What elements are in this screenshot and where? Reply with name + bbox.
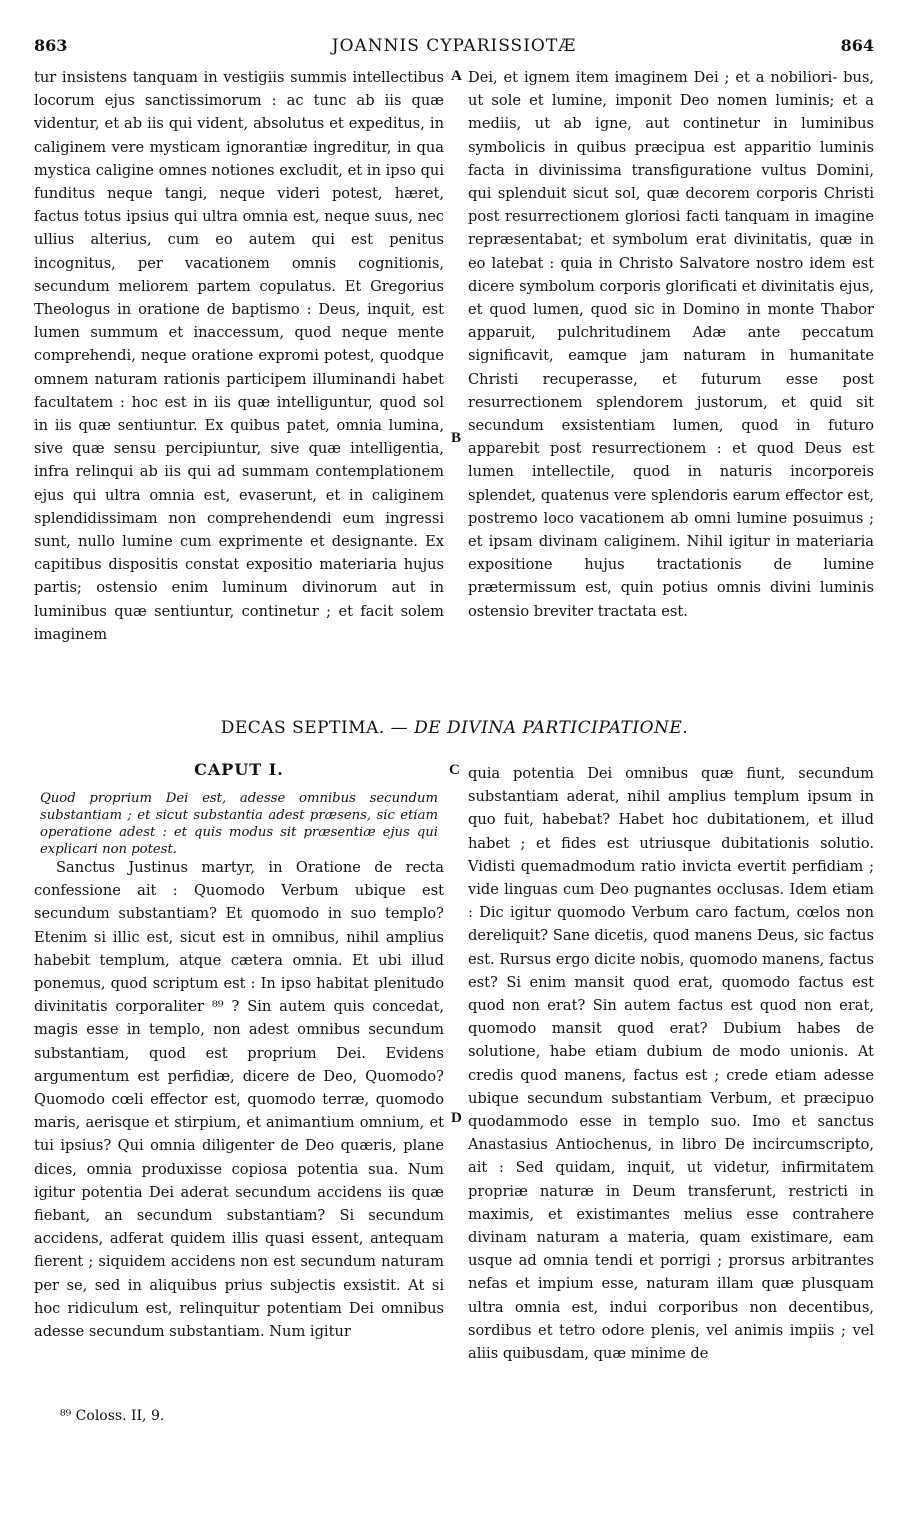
- paragraph-left-bottom: Sanctus Justinus martyr, in Oratione de recta confessione ait : Quomodo Verbum ubique est secundum substantiam? Et quomodo in suo templo? Etenim si illic est, sicut est in omnibus, nihil amplius habebit templum, atque cætera omnia. Et ubi illud ponemus, quod scriptum est : In ipso habitat plenitudo divinitatis corporaliter ⁸⁹ ? Sin autem quis concedat, magis esse in templo, non adest omnibus secundum substantiam, quod est proprium Dei. Evidens argumentum est perfidiæ, dicere de Deo, Quomodo? Quomodo cœli effector est, quomodo terræ, quomodo maris, aerisque et stirpium, et animantium omnium, et tui ipsius? Qui omnia diligenter de Deo quæris, plane dices, omnia produxisse copiosa potentia sua. Num igitur potentia Dei aderat secundum accidens iis quæ fiebant, an secundum substantiam? Si secundum accidens, adferat quidem illis quasi essent, antequam fierent ; siquidem accidens non est secundum naturam per se, sed in aliquibus prius subjectis exsistit. At si hoc ridiculum est, relinquitur potentiam Dei omnibus adesse secundum substantiam. Num igitur: [34, 859, 444, 1341]
- column-left-bottom: [34, 856, 444, 1343]
- chapter-heading: CAPUT I.: [194, 760, 284, 779]
- footnote: ⁸⁹ Coloss. II, 9.: [60, 1408, 165, 1424]
- margin-letter-c: C: [449, 762, 460, 778]
- paragraph-left-top: tur insistens tanquam in vestigiis summis intellectibus locorum ejus sanctissimorum : ac tunc ab iis quæ videntur, et ab iis qui vident, absolutus et expeditus, in caliginem vere mysticam ignorantiæ ingreditur, in qua mystica caligine omnes notiones excludit, et in ipso qui funditus neque tangi, neque videri potest, hæret, factus totus ipsius qui ultra omnia est, neque suus, nec ullius alterius, cum eo autem qui est penitus incognitus, per vacationem omnis cognitionis, secundum meliorem partem copulatus. Et Gregorius Theologus in oratione de baptismo : Deus, inquit, est lumen summum et inaccessum, quod neque mente comprehendi, neque oratione expromi potest, quodque omnem naturam rationis participem illuminandi habet facultatem : hoc est in iis quæ intelliguntur, quod sol in iis quæ sentiuntur. Ex quibus patet, omnia lumina, sive quæ sensu percipiuntur, sive quæ intelligentia, infra relinqui ab iis qui ad summam contemplationem ejus qui ultra omnia est, evaserunt, et in caliginem splendidissimam non comprehendendi eum ingressi sunt, nullo lumine cum exprimente et designante. Ex capitibus dispositis constat expositio materiaria hujus partis; ostensio enim luminum divinorum aut in luminibus quæ sentiuntur, continetur ; et facit solem imaginem: [34, 69, 444, 643]
- running-title: JOANNIS CYPARISSIOTÆ: [331, 36, 577, 56]
- page-number-left: 863: [34, 36, 68, 55]
- margin-letter-d: D: [451, 1110, 462, 1126]
- running-head: [34, 36, 874, 62]
- column-right-top: [468, 66, 874, 623]
- paragraph-right-top: Dei, et ignem item imaginem Dei ; et a nobiliori- bus, ut sole et lumine, imponit Deo nomen luminis; et a mediis, ut ab igne, aut continetur in luminibus symbolicis in quibus præcipua est apparitio luminis facta in divinissima transfiguratione vultus Domini, qui splenduit sicut sol, quæ decorem corporis Christi post resurrectionem gloriosi facti tanquam in imagine repræsentabat; et symbolum erat divinitatis, quæ in eo latebat : quia in Christo Salvatore nostro idem est dicere symbolum corporis glorificati et divinitatis ejus, et quod lumen, quod sic in Domino in monte Thabor apparuit, pulchritudinem Adæ ante peccatum significavit, eamque jam naturam in humanitate Christi recuperasse, et futurum esse post resurrectionem splendorem justorum, et quid sit secundum exsistentiam lumen, quod in futuro apparebit post resurrectionem : et quod Deus est lumen intellectile, quod in naturis incorporeis splendet, quatenus vere splendoris earum effector est, postremo loco vacationem ab omni lumine posuimus ; et ipsam divinam caliginem. Nihil igitur in materiaria expositione hujus tractationis de lumine prætermissum est, quin potius omnis divini luminis ostensio breviter tractata est.: [468, 69, 874, 620]
- column-right-bottom: [468, 762, 874, 1365]
- margin-letter-a: A: [451, 68, 462, 84]
- section-heading-prefix: DECAS SEPTIMA. —: [220, 718, 415, 738]
- paragraph-right-bottom: quia potentia Dei omnibus quæ fiunt, secundum substantiam aderat, nihil amplius templum ipsum in quo fuit, habebat? Habet hoc dubitationem, et illud habet ; et fides est utriusque dubitationis solutio. Vidisti quemadmodum ratio invicta evertit perfidiam ; vide linguas cum Deo pugnantes occlusas. Idem etiam : Dic igitur quomodo Verbum caro factum, cœlos non dereliquit? Sane dicetis, quod manens Deus, sic factus est. Rursus ergo dicite nobis, quomodo manens, factus est? Si enim mansit quod erat, quomodo factus est quod non erat? Sin autem factus est quod non erat, quomodo mansit quod erat? Dubium habes de solutione, habe etiam dubium de modo unionis. At credis quod manens, factus est ; crede etiam adesse ubique secundum substantiam Verbum, et præcipuo quodammodo esse in templo suo. Imo et sanctus Anastasius Antiochenus, in libro De incircumscripto, ait : Sed quidam, inquit, ut videtur, infirmitatem propriæ naturæ in Deum transferunt, restricti in maximis, et existimantes melius esse contrahere divinam naturam a materia, quam existimare, eam usque ad omnia tendi et porrigi ; prorsus arbitrantes nefas et impium esse, naturam illam quæ plusquam ultra omnia est, indui corporibus non decentibus, sordibus et tetro odore plenis, vel animis impiis ; vel aliis quibusdam, quæ minime de: [468, 765, 874, 1363]
- margin-letter-b: B: [451, 430, 462, 446]
- section-heading: [0, 718, 909, 738]
- column-left-top: [34, 66, 444, 646]
- page-number-right: 864: [840, 36, 874, 55]
- section-heading-title: DE DIVINA PARTICIPATIONE.: [414, 718, 689, 738]
- chapter-summary: Quod proprium Dei est, adesse omnibus secundum substantiam ; et sicut substantia adest præsens, sic etiam operatione adest : et quis modus sit præsentiæ ejus qui explicari non potest.: [40, 791, 438, 857]
